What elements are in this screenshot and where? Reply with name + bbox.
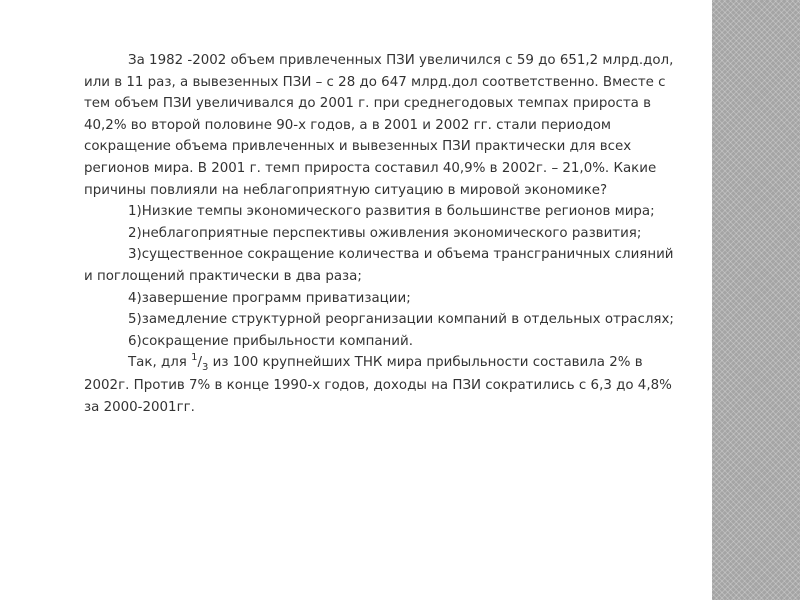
decorative-side-band bbox=[712, 0, 800, 600]
conclusion-rest: из 100 крупнейших ТНК мира прибыльности составила 2% в 2002г. Против 7% в конце 1990-х годов, доходы на ПЗИ сократились с 6,3 до 4,8% за 2000-2001гг. bbox=[84, 355, 672, 415]
slide-text bbox=[84, 50, 684, 418]
intro-paragraph: За 1982 -2002 объем привлеченных ПЗИ увеличился с 59 до 651,2 млрд.дол, или в 11 раз, а вывезенных ПЗИ – с 28 до 647 млрд.дол соответственно. Вместе с тем объем ПЗИ увеличивался до 2001 г. при среднегодовых темпах прироста в 40,2% во второй половине 90-х годов, а в 2001 и 2002 гг. стали периодом сокращение объема привлеченных и вывезенных ПЗИ практически для всех регионов мира. В 2001 г. темп прироста составил 40,9% в 2002г. – 21,0%. Какие причины повлияли на неблагоприятную ситуацию в мировой экономике? bbox=[84, 53, 674, 198]
reason-item: 4)завершение программ приватизации; bbox=[128, 290, 411, 306]
reason-item: 1)Низкие темпы экономического развития в большинстве регионов мира; bbox=[128, 204, 655, 220]
reason-item: 6)сокращение прибыльности компаний. bbox=[128, 333, 413, 349]
reason-item: 2)неблагоприятные перспективы оживления экономического развития; bbox=[128, 225, 642, 241]
reason-item: 5)замедление структурной реорганизации компаний в отдельных отраслях; bbox=[128, 312, 674, 328]
fraction-denominator: 3 bbox=[202, 362, 209, 374]
reason-item: 3)существенное сокращение количества и объема трансграничных слияний и поглощений практически в два раза; bbox=[84, 247, 674, 284]
conclusion-lead: Так, для bbox=[128, 355, 192, 371]
fraction-numerator: 1 bbox=[191, 352, 198, 364]
conclusion-paragraph bbox=[84, 352, 684, 418]
fraction-slash: / bbox=[197, 355, 203, 371]
